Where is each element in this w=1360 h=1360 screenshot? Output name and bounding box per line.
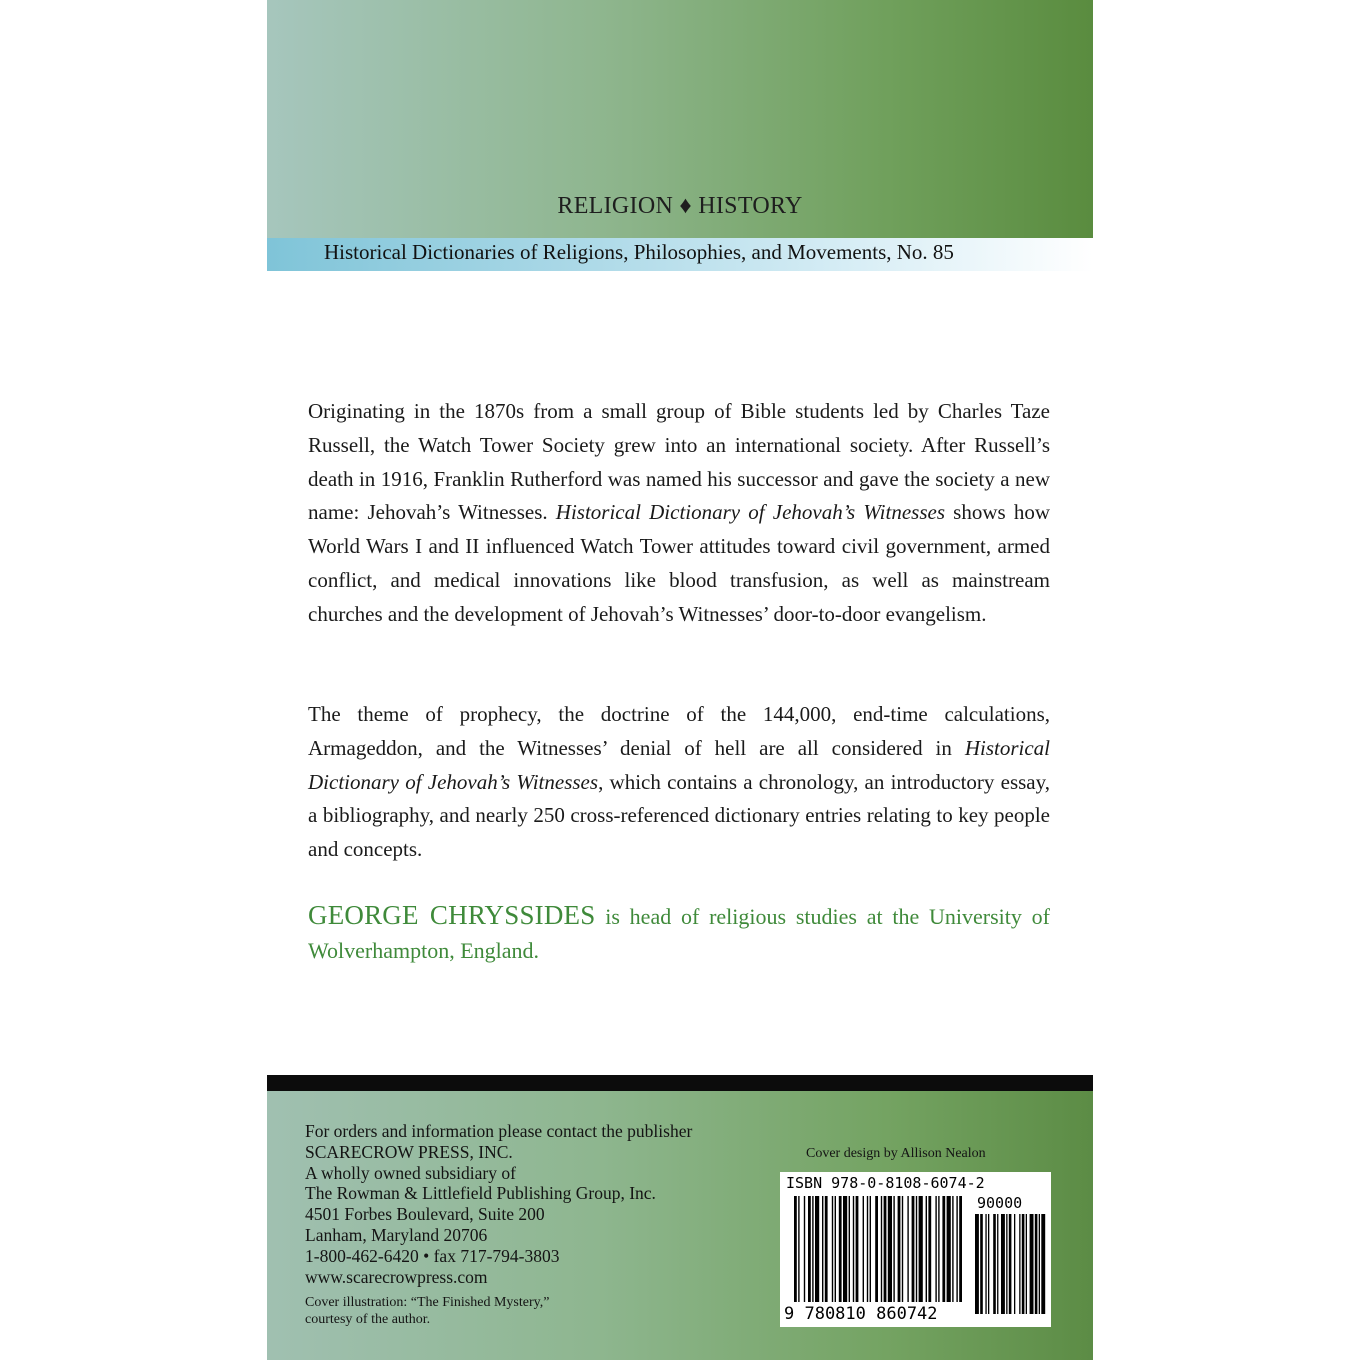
barcode-bar: [804, 1196, 805, 1302]
barcode-bar: [956, 1196, 957, 1302]
publisher-line: 4501 Forbes Boulevard, Suite 200: [305, 1204, 545, 1225]
author-name: GEORGE CHRYSSIDES: [308, 900, 596, 930]
barcode-bar: [947, 1196, 951, 1302]
barcode-bar: [825, 1196, 828, 1302]
barcode-addon-bar: [988, 1214, 989, 1314]
barcode-addon-bar: [1039, 1214, 1040, 1314]
publisher-website: www.scarecrowpress.com: [305, 1266, 488, 1287]
barcode-bar: [938, 1196, 939, 1302]
description-text: , which contains a chronology, an introductory essay, a bibliography, and nearly 250 cross-referenced dictionary entries relating to key people and concepts.: [308, 769, 1050, 862]
barcode-addon-bar: [1030, 1214, 1034, 1314]
barcode-addon-bar: [1001, 1214, 1005, 1314]
barcode-bar: [822, 1196, 823, 1302]
barcode-bar: [812, 1196, 813, 1302]
barcode-bar: [832, 1196, 833, 1302]
barcode-bar: [926, 1196, 927, 1302]
barcode-bar: [867, 1196, 868, 1302]
barcode-bar: [928, 1196, 931, 1302]
barcode-bar: [942, 1196, 945, 1302]
barcode-addon-bar: [1026, 1214, 1027, 1314]
barcode-addon-bar: [1035, 1214, 1038, 1314]
publisher-line: The Rowman & Littlefield Publishing Group, Inc.: [305, 1183, 656, 1204]
barcode-bar: [919, 1196, 923, 1302]
barcode-bar: [959, 1196, 962, 1302]
barcode-bar: [853, 1196, 854, 1302]
publisher-info: [305, 1121, 692, 1287]
barcode-addon-bar: [1006, 1214, 1007, 1314]
cover-design-credit: Cover design by Allison Nealon: [806, 1146, 986, 1161]
description-text: The theme of prophecy, the doctrine of the 144,000, end-time calculations, Armageddon, and the Witnesses’ denial of hell are all considered in: [308, 702, 1050, 760]
barcode-addon-bar: [1009, 1214, 1012, 1314]
barcode-bar: [835, 1196, 836, 1302]
author-bio: [308, 898, 1050, 968]
barcode-bar: [907, 1196, 908, 1302]
barcode-addon-bar: [997, 1214, 998, 1314]
barcode-bar: [912, 1196, 915, 1302]
barcode-addon-bar: [975, 1214, 979, 1314]
barcode-addon-digits: 90000: [977, 1194, 1023, 1212]
publisher-line: A wholly owned subsidiary of: [305, 1162, 516, 1183]
publisher-line: SCARECROW PRESS, INC.: [305, 1141, 513, 1162]
barcode-addon-bar: [985, 1214, 986, 1314]
description-paragraph-1: [308, 395, 1050, 632]
isbn-text: ISBN 978-0-8108-6074-2: [786, 1174, 985, 1192]
barcode-bar: [902, 1196, 903, 1302]
barcode-bar: [849, 1196, 850, 1302]
barcode-bar: [898, 1196, 901, 1302]
barcode-addon-bar: [980, 1214, 983, 1314]
barcode-bar: [815, 1196, 819, 1302]
book-title-italic: Historical Dictionary of Jehovah’s Witnesses: [308, 735, 1050, 794]
category-label: RELIGION ♦ HISTORY: [557, 193, 803, 219]
barcode-addon-bar: [1019, 1214, 1020, 1314]
barcode-bar: [916, 1196, 917, 1302]
barcode-panel: [780, 1172, 1051, 1327]
barcode-bar: [794, 1196, 797, 1302]
book-back-cover: [267, 0, 1093, 1360]
author-bio-text: is head of religious studies at the University of Wolverhampton, England.: [308, 904, 1050, 963]
barcode-bar: [952, 1196, 953, 1302]
divider-bar: [267, 1075, 1093, 1091]
barcode-addon-bar: [993, 1214, 996, 1314]
description-text: shows how World Wars I and II influenced Watch Tower attitudes toward civil government, armed conflict, and medical innovations like blood transfusion, as well as mainstream churches and the development of Jehovah’s Witnesses’ door-to-door evangelism.: [308, 500, 1050, 626]
publisher-line: 1-800-462-6420 • fax 717-794-3803: [305, 1245, 560, 1266]
cover-illustration-credit: [305, 1294, 549, 1328]
barcode-digits: 9 780810 860742: [784, 1304, 938, 1324]
barcode-addon-bar: [1014, 1214, 1015, 1314]
barcode-bar: [798, 1196, 799, 1302]
illustration-line: courtesy of the author.: [305, 1312, 431, 1327]
barcode-bar: [884, 1196, 887, 1302]
barcode-addon-bar: [1022, 1214, 1025, 1314]
description-text: Originating in the 1870s from a small group of Bible students led by Charles Taze Russell, the Watch Tower Society grew into an international society. After Russell’s death in 1916, Franklin Rutherford was named his successor and gave the society a new name: Jehovah’s Witnesses.: [308, 399, 1050, 525]
series-title: Historical Dictionaries of Religions, Philosophies, and Movements, No. 85: [324, 240, 954, 264]
description-paragraph-2: [308, 698, 1050, 867]
publisher-line: For orders and information please contact the publisher: [305, 1121, 693, 1141]
publisher-line: Lanham, Maryland 20706: [305, 1224, 488, 1245]
illustration-line: Cover illustration: “The Finished Mystery,”: [305, 1295, 550, 1310]
barcode-bar: [808, 1196, 811, 1302]
barcode-bar: [856, 1196, 859, 1302]
barcode-bar: [935, 1196, 936, 1302]
barcode-bar: [870, 1196, 871, 1302]
barcode-bar: [863, 1196, 864, 1302]
barcode-addon-bar: [1041, 1214, 1045, 1314]
barcode-bar: [888, 1196, 892, 1302]
barcode-bar: [839, 1196, 842, 1302]
barcode-bar: [881, 1196, 882, 1302]
barcode-bar: [843, 1196, 847, 1302]
barcode-bar: [893, 1196, 894, 1302]
book-title-italic: Historical Dictionary of Jehovah’s Witnesses: [555, 500, 945, 525]
barcode-bar: [875, 1196, 878, 1302]
